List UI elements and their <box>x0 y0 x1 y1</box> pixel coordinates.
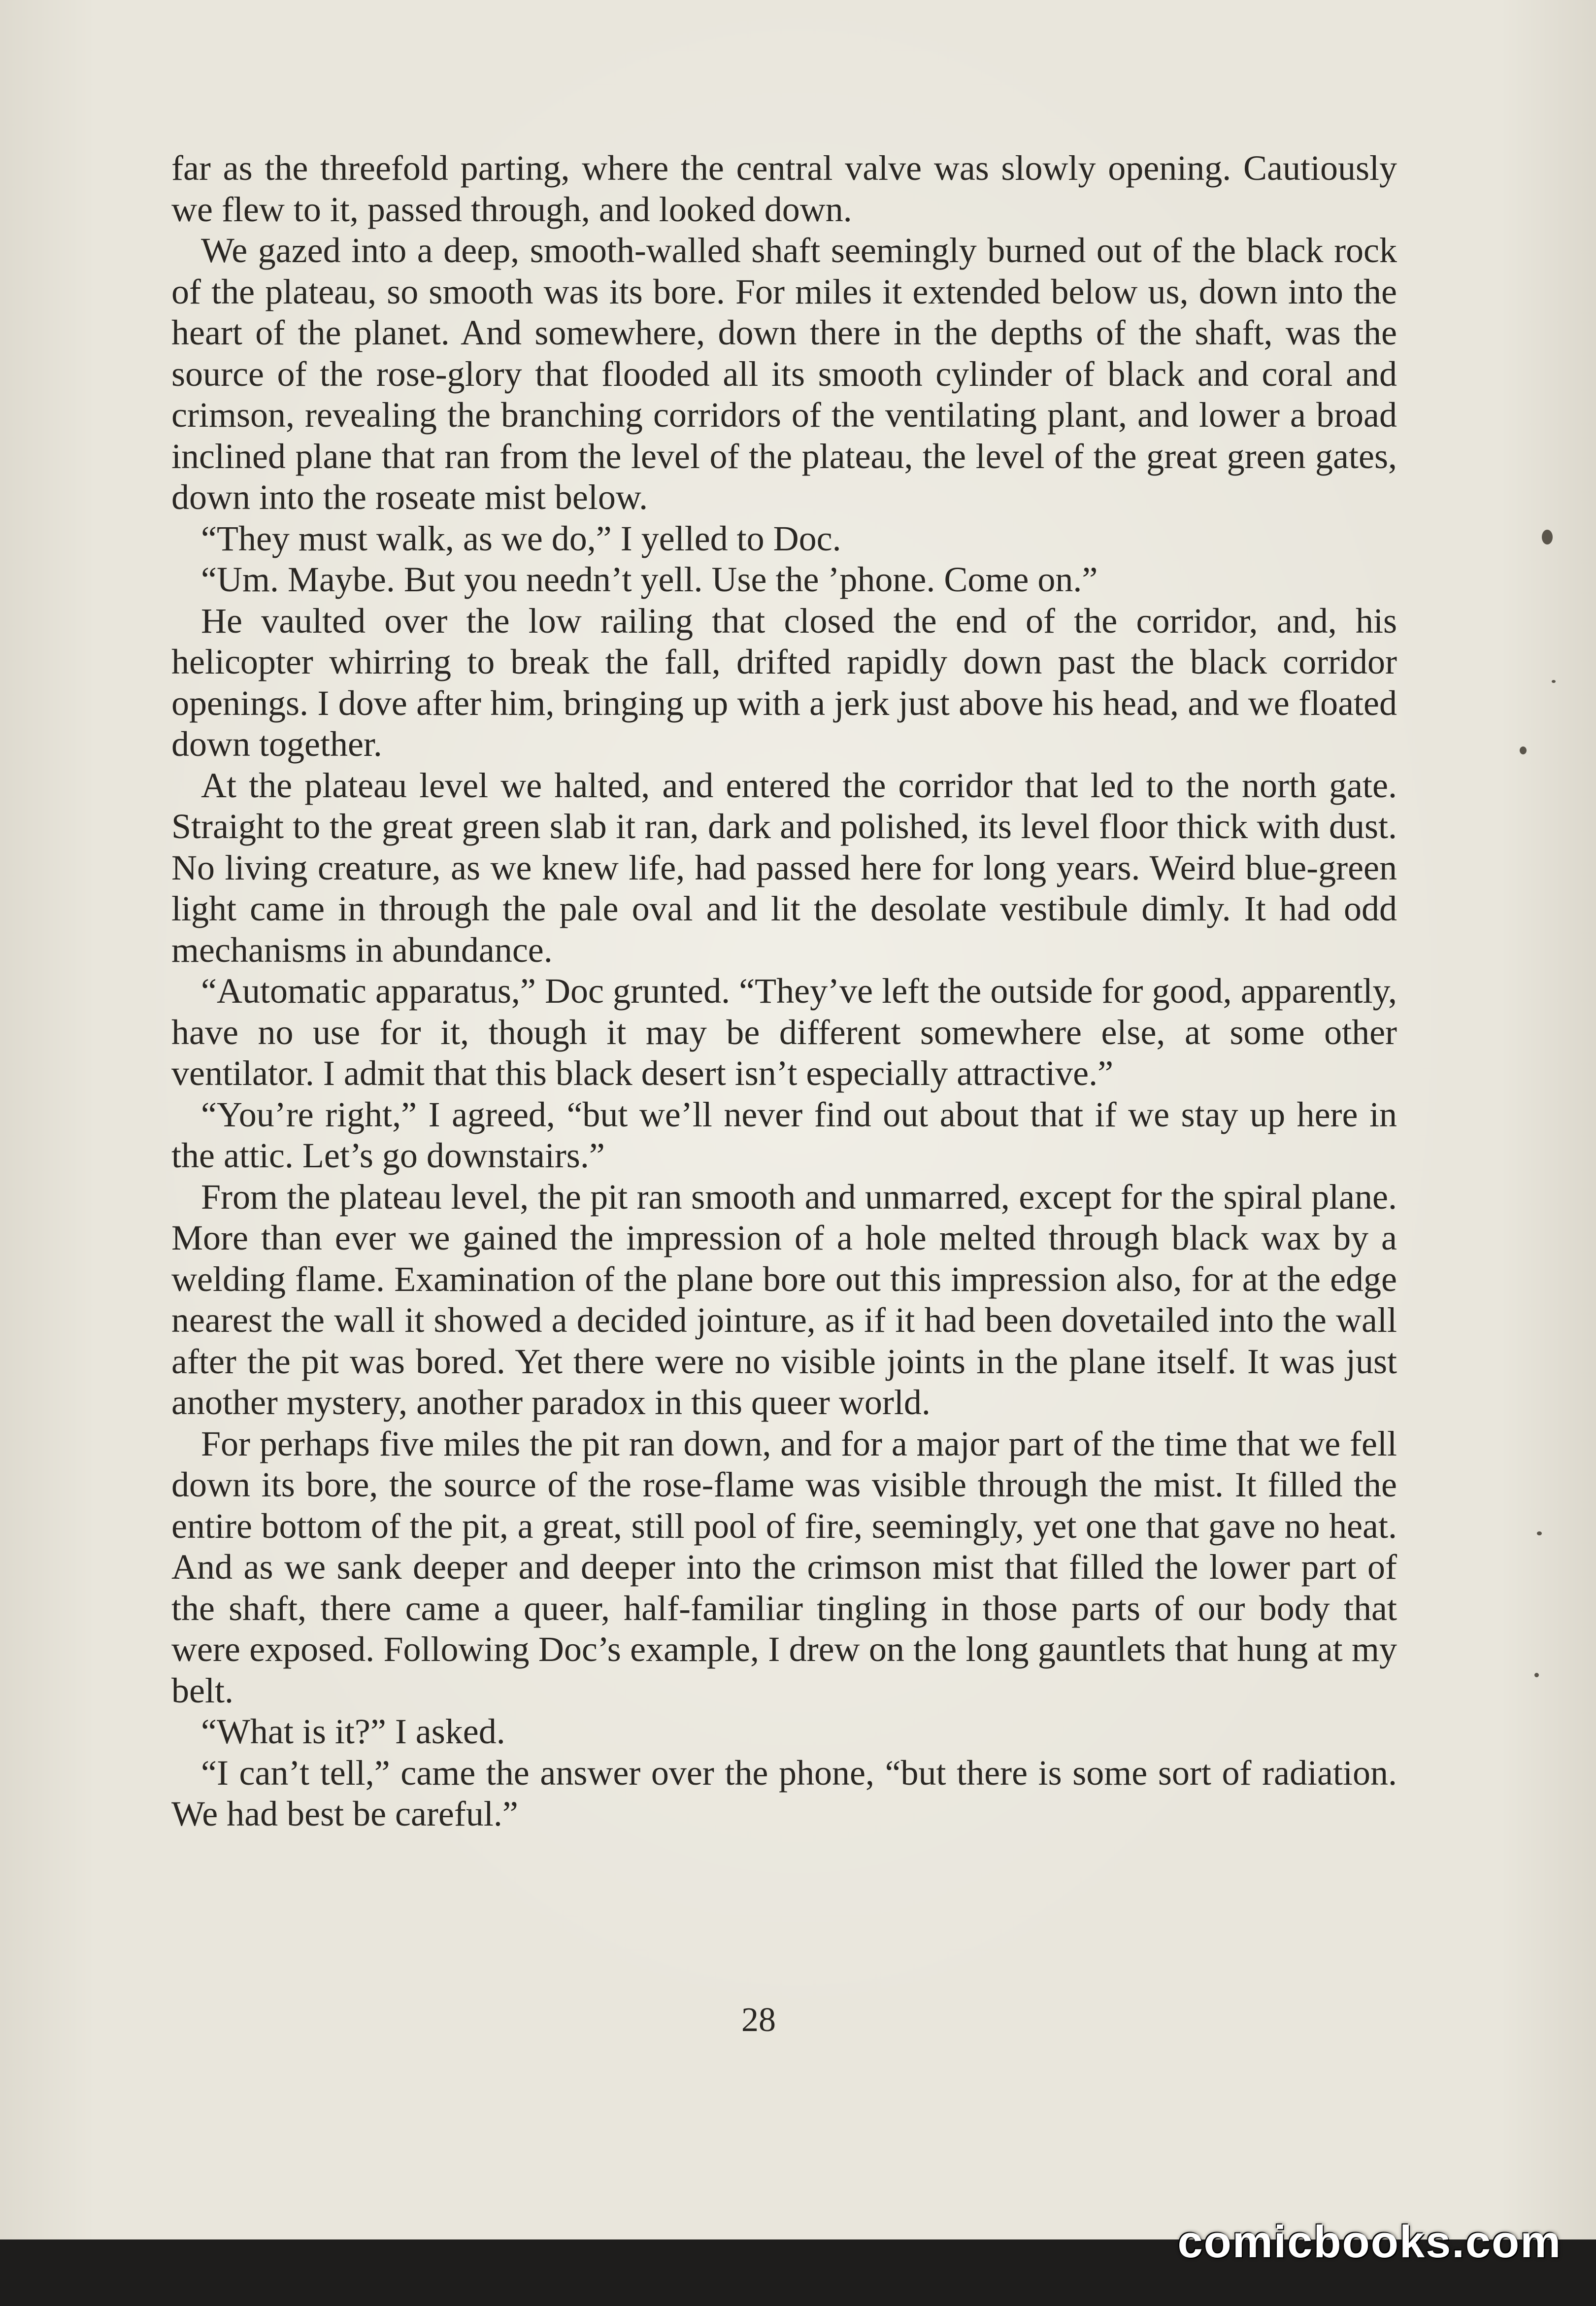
paper-speck <box>1534 1673 1539 1677</box>
paper-speck <box>1542 530 1553 544</box>
paragraph: “I can’t tell,” came the answer over the phone, “but there is some sort of radiation. We had best be careful.” <box>171 1753 1397 1833</box>
paper-speck <box>1520 746 1527 754</box>
paragraph: “Automatic apparatus,” Doc grunted. “They’ve left the outside for good, apparently, have no use for it, though it may be different somewhere else, at some other ventilator. I admit that this black desert isn’t especially attractive.” <box>171 971 1397 1093</box>
paragraph: For perhaps five miles the pit ran down, and for a major part of the time that we fell down its bore, the source of the rose-flame was visible through the mist. It filled the entire bottom of the pit, a great, still pool of fire, seemingly, yet one that gave no heat. And as we sank deeper and deeper into the crimson mist that filled the lower part of the shaft, there came a queer, half-familiar tingling in those parts of our body that were exposed. Following Doc’s example, I drew on the long gauntlets that hung at my belt. <box>171 1424 1397 1710</box>
paragraph: He vaulted over the low railing that closed the end of the corridor, and, his helicopter whirring to break the fall, drifted rapidly down past the black corridor openings. I dove after him, bringing up with a jerk just above his head, and we floated down together. <box>171 601 1397 764</box>
paper-speck <box>1537 1531 1542 1535</box>
page-number: 28 <box>741 2001 776 2039</box>
paragraph: “You’re right,” I agreed, “but we’ll never find out about that if we stay up here in the attic. Let’s go downstairs.” <box>171 1094 1397 1175</box>
paragraph: “Um. Maybe. But you needn’t yell. Use the ’phone. Come on.” <box>201 560 1098 599</box>
paragraph: “What is it?” I asked. <box>201 1712 505 1751</box>
paragraph: far as the threefold parting, where the central valve was slowly opening. Cautiously we flew to it, passed through, and looked down. <box>171 148 1397 229</box>
paragraph: From the plateau level, the pit ran smooth and unmarred, except for the spiral plane. More than ever we gained the impression of a hole melted through black wax by a welding flame. Examination of the plane bore out this impression also, for at the edge nearest the wall it showed a decided jointure, as if it had been dovetailed into the wall after the pit was bored. Yet there were no visible joints in the plane itself. It was just another mystery, another paradox in this queer world. <box>171 1177 1397 1422</box>
paragraph: “They must walk, as we do,” I yelled to Doc. <box>201 518 841 558</box>
story-text <box>171 148 1397 1835</box>
paragraph: At the plateau level we halted, and entered the corridor that led to the north gate. Straight to the great green slab it ran, dark and polished, its level floor thick with dust. No living creature, as we knew life, had passed here for long years. Weird blue-green light came in through the pale oval and lit the desolate vestibule dimly. It had odd mechanisms in abundance. <box>171 765 1397 970</box>
paper-speck <box>1552 680 1556 683</box>
site-watermark: comicbooks.com <box>1177 2217 1562 2267</box>
paragraph: We gazed into a deep, smooth-walled shaft seemingly burned out of the black rock of the plateau, so smooth was its bore. For miles it extended below us, down into the heart of the planet. And somewhere, down there in the depths of the shaft, was the source of the rose-glory that flooded all its smooth cylinder of black and coral and crimson, revealing the branching corridors of the ventilating plant, and lower a broad inclined plane that ran from the level of the plateau, the level of the great green gates, down into the roseate mist below. <box>171 231 1397 517</box>
